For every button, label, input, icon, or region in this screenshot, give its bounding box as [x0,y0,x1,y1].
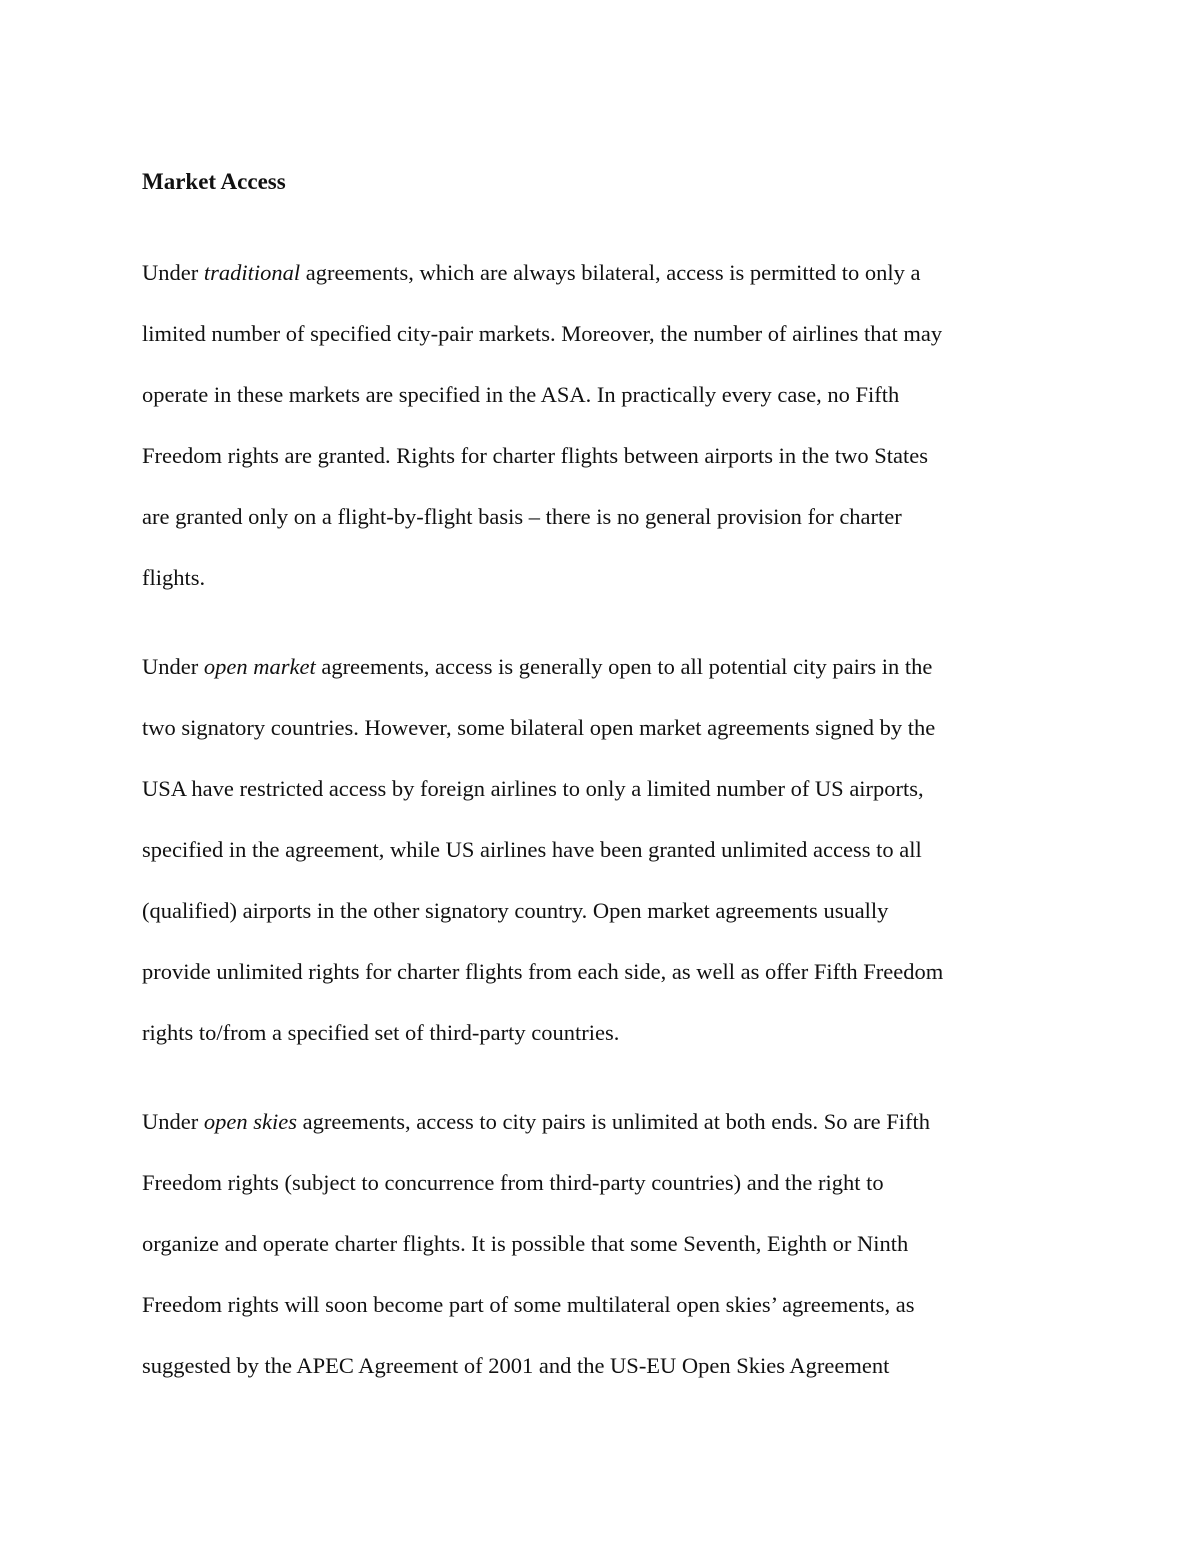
paragraph-2-line-4: specified in the agreement, while US airlines have been granted unlimited access to all [142,837,922,862]
emphasis-term: open skies [203,1109,297,1134]
section-heading: Market Access [142,169,286,194]
paragraph-3-line-1 [142,1106,930,1138]
line-text: agreements, access is generally open to all potential city pairs in the [315,654,933,679]
paragraph-1-line-3: operate in these markets are specified in the ASA. In practically every case, no Fifth [142,382,900,407]
paragraph-3-line-5: suggested by the APEC Agreement of 2001 and the US-EU Open Skies Agreement [142,1353,890,1378]
paragraph-3-line-4: Freedom rights will soon become part of some multilateral open skies’ agreements, as [142,1292,915,1317]
line-text: agreements, which are always bilateral, access is permitted to only a [300,260,921,285]
line-text: Under [142,654,204,679]
emphasis-term: traditional [203,260,301,285]
paragraph-2-line-3: USA have restricted access by foreign airlines to only a limited number of US airports, [142,776,924,801]
paragraph-1-line-2: limited number of specified city-pair markets. Moreover, the number of airlines that may [142,321,943,346]
paragraph-3-line-2: Freedom rights (subject to concurrence from third-party countries) and the right to [142,1170,884,1195]
paragraph-2-line-6: provide unlimited rights for charter flights from each side, as well as offer Fifth Freedom [142,959,944,984]
paragraph-1-line-5: are granted only on a flight-by-flight basis – there is no general provision for charter [142,504,902,529]
paragraph-1-line-6: flights. [142,565,206,590]
paragraph-1-line-4: Freedom rights are granted. Rights for charter flights between airports in the two States [142,443,929,468]
emphasis-term: open market [203,654,316,679]
paragraph-1-line-1 [142,257,921,289]
paragraph-2-line-1 [142,651,932,683]
paragraph-3-line-3: organize and operate charter flights. It is possible that some Seventh, Eighth or Ninth [142,1231,909,1256]
line-text: Under [142,1109,204,1134]
paragraph-2-line-7: rights to/from a specified set of third-party countries. [142,1020,620,1045]
line-text: agreements, access to city pairs is unlimited at both ends. So are Fifth [296,1109,930,1134]
line-text: Under [142,260,204,285]
paragraph-2-line-2: two signatory countries. However, some bilateral open market agreements signed by the [142,715,936,740]
paragraph-2-line-5: (qualified) airports in the other signatory country. Open market agreements usually [142,898,889,923]
